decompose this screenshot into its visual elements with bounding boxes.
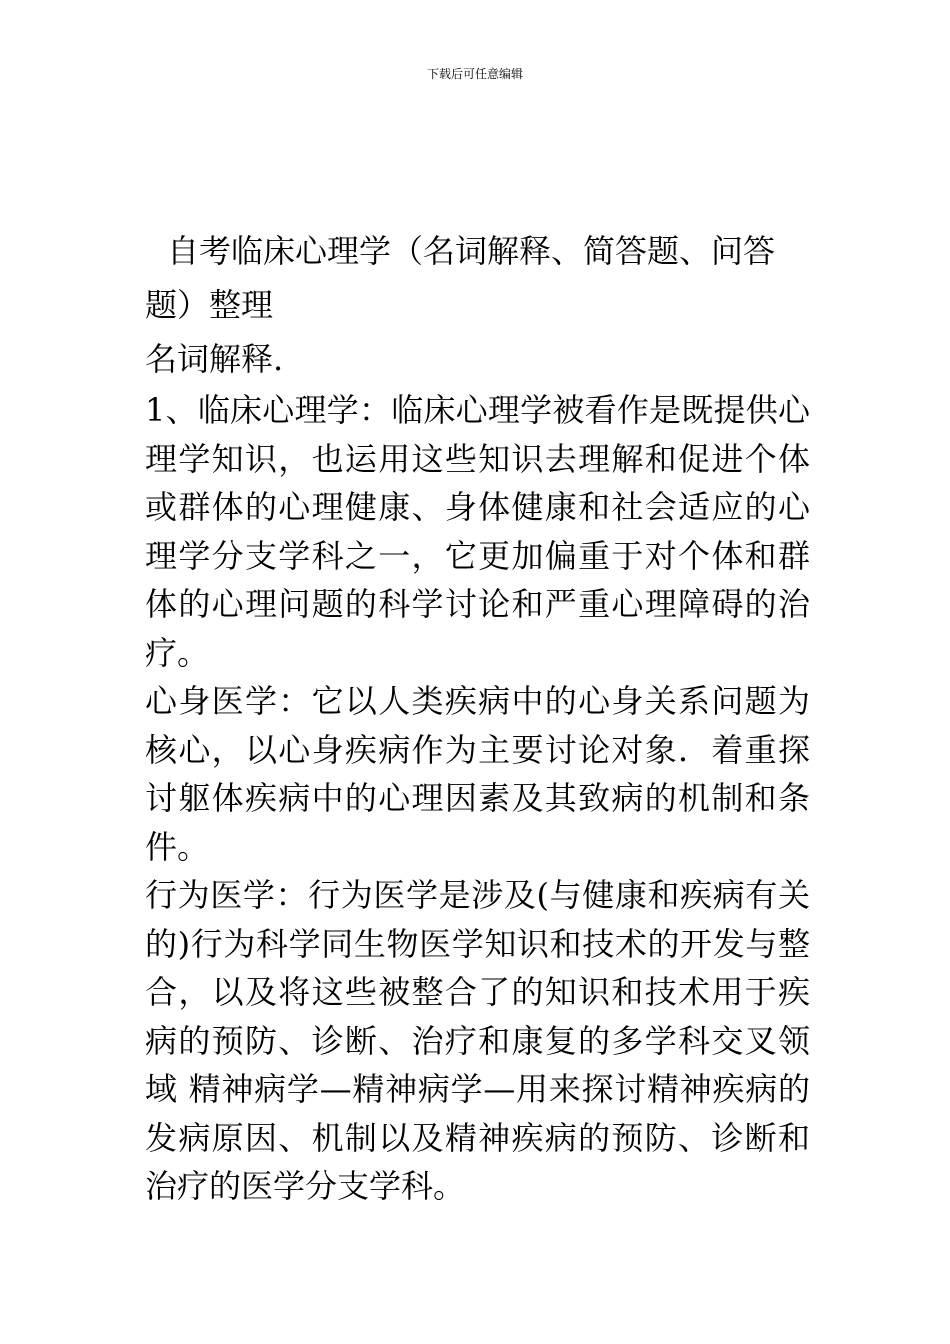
section-heading: 名词解释. [145,340,284,378]
document-title: 自考临床心理学（名词解释、简答题、问答题）整理 [145,232,776,324]
page-header: 下载后可任意编辑 [426,67,523,81]
paragraph-clinical-psychology: 1、临床心理学：临床心理学被看作是既提供心理学知识，也运用这些知识去理解和促进个体或群体的心理健康、身体健康和社会适应的心理学分支学科之一，它更加偏重于对个体和群体的心理问题的科学讨论和严重心理障碍的治疗。 [145,391,810,672]
document-body [145,224,810,1211]
paragraph-behavioral-medicine: 行为医学：行为医学是涉及(与健康和疾病有关的)行为科学同生物医学知识和技术的开发与整合，以及将这些被整合了的知识和技术用于疾病的预防、诊断、治疗和康复的多学科交叉领域 精神病学—精神病学—用来探讨精神疾病的发病原因、机制以及精神疾病的预防、诊断和治疗的医学分支学科。 [145,876,810,1205]
paragraph-psychosomatic-medicine: 心身医学：它以人类疾病中的心身关系问题为核心，以心身疾病作为主要讨论对象．着重探讨躯体疾病中的心理因素及其致病的机制和条件。 [145,682,810,866]
